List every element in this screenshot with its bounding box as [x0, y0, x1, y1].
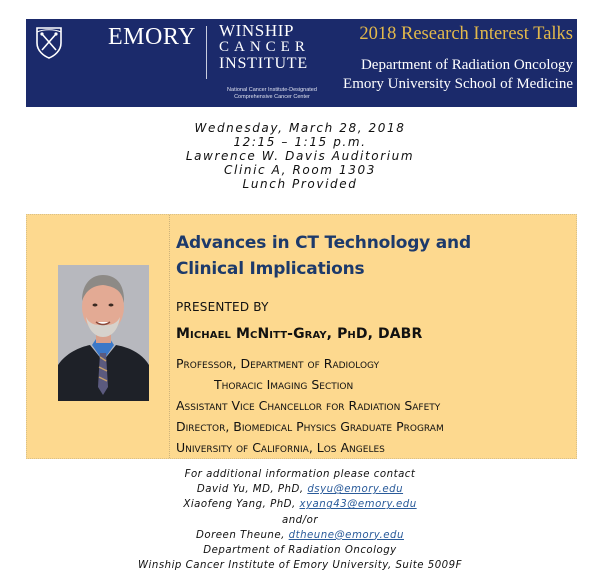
email-link-dsyu[interactable]: dsyu@emory.edu: [307, 484, 404, 496]
contact-section: [0, 467, 600, 573]
winship-wordmark: [219, 22, 310, 72]
speaker-role: Thoracic Imaging Section: [214, 377, 354, 392]
speaker-role: Professor, Department of Radiology: [176, 356, 380, 371]
contact-person: [0, 497, 600, 512]
talk-info-box: [26, 214, 577, 459]
emory-shield-icon: [35, 26, 63, 59]
contact-name: Doreen Theune,: [196, 529, 289, 541]
contact-person: [0, 482, 600, 497]
series-title: 2018 Research Interest Talks: [359, 24, 573, 44]
nci-designation-line-1: National Cancer Institute-Designated: [227, 87, 317, 93]
talk-title-line-1: Advances in CT Technology and: [176, 233, 471, 253]
logo-divider: [206, 26, 207, 79]
event-details: [0, 121, 600, 191]
nci-designation-line-2: Comprehensive Cancer Center: [234, 94, 310, 100]
header-banner: [26, 19, 577, 107]
event-note: Lunch Provided: [242, 177, 358, 191]
contact-name: David Yu, MD, PhD,: [196, 484, 308, 496]
event-date: Wednesday, March 28, 2018: [194, 121, 406, 135]
nci-designation: [216, 87, 328, 101]
speaker-roles: [176, 353, 444, 458]
winship-line-2: CANCER: [219, 39, 310, 55]
box-divider: [169, 215, 170, 458]
event-time: 12:15 – 1:15 p.m.: [233, 135, 367, 149]
email-link-dtheune[interactable]: dtheune@emory.edu: [288, 529, 404, 541]
speaker-photo: [58, 265, 149, 401]
speaker-role: University of California, Los Angeles: [176, 440, 385, 455]
event-venue: Lawrence W. Davis Auditorium: [185, 149, 415, 163]
event-room: Clinic A, Room 1303: [224, 163, 376, 177]
talk-title: [176, 230, 471, 282]
contact-address: Winship Cancer Institute of Emory University, Suite 5009F: [137, 560, 463, 572]
speaker-role: Assistant Vice Chancellor for Radiation Safety: [176, 398, 441, 413]
banner-school: Emory University School of Medicine: [343, 76, 573, 92]
presented-by-label: PRESENTED BY: [176, 300, 269, 314]
winship-line-3: INSTITUTE: [219, 55, 308, 72]
emory-wordmark: EMORY: [108, 24, 196, 50]
contact-person: [0, 528, 600, 543]
speaker-portrait-icon: [58, 265, 149, 401]
speaker-name: Michael McNitt-Gray, PhD, DABR: [176, 326, 423, 342]
banner-department: Department of Radiation Oncology: [360, 57, 573, 73]
contact-conjunction: and/or: [281, 514, 319, 526]
speaker-role: Director, Biomedical Physics Graduate Program: [176, 419, 444, 434]
winship-line-1: WINSHIP: [219, 21, 295, 40]
email-link-xyang43[interactable]: xyang43@emory.edu: [299, 499, 417, 511]
contact-department: Department of Radiation Oncology: [203, 545, 397, 557]
contact-intro: For additional information please contact: [184, 469, 416, 480]
talk-title-line-2: Clinical Implications: [176, 259, 365, 279]
contact-name: Xiaofeng Yang, PhD,: [183, 499, 300, 511]
